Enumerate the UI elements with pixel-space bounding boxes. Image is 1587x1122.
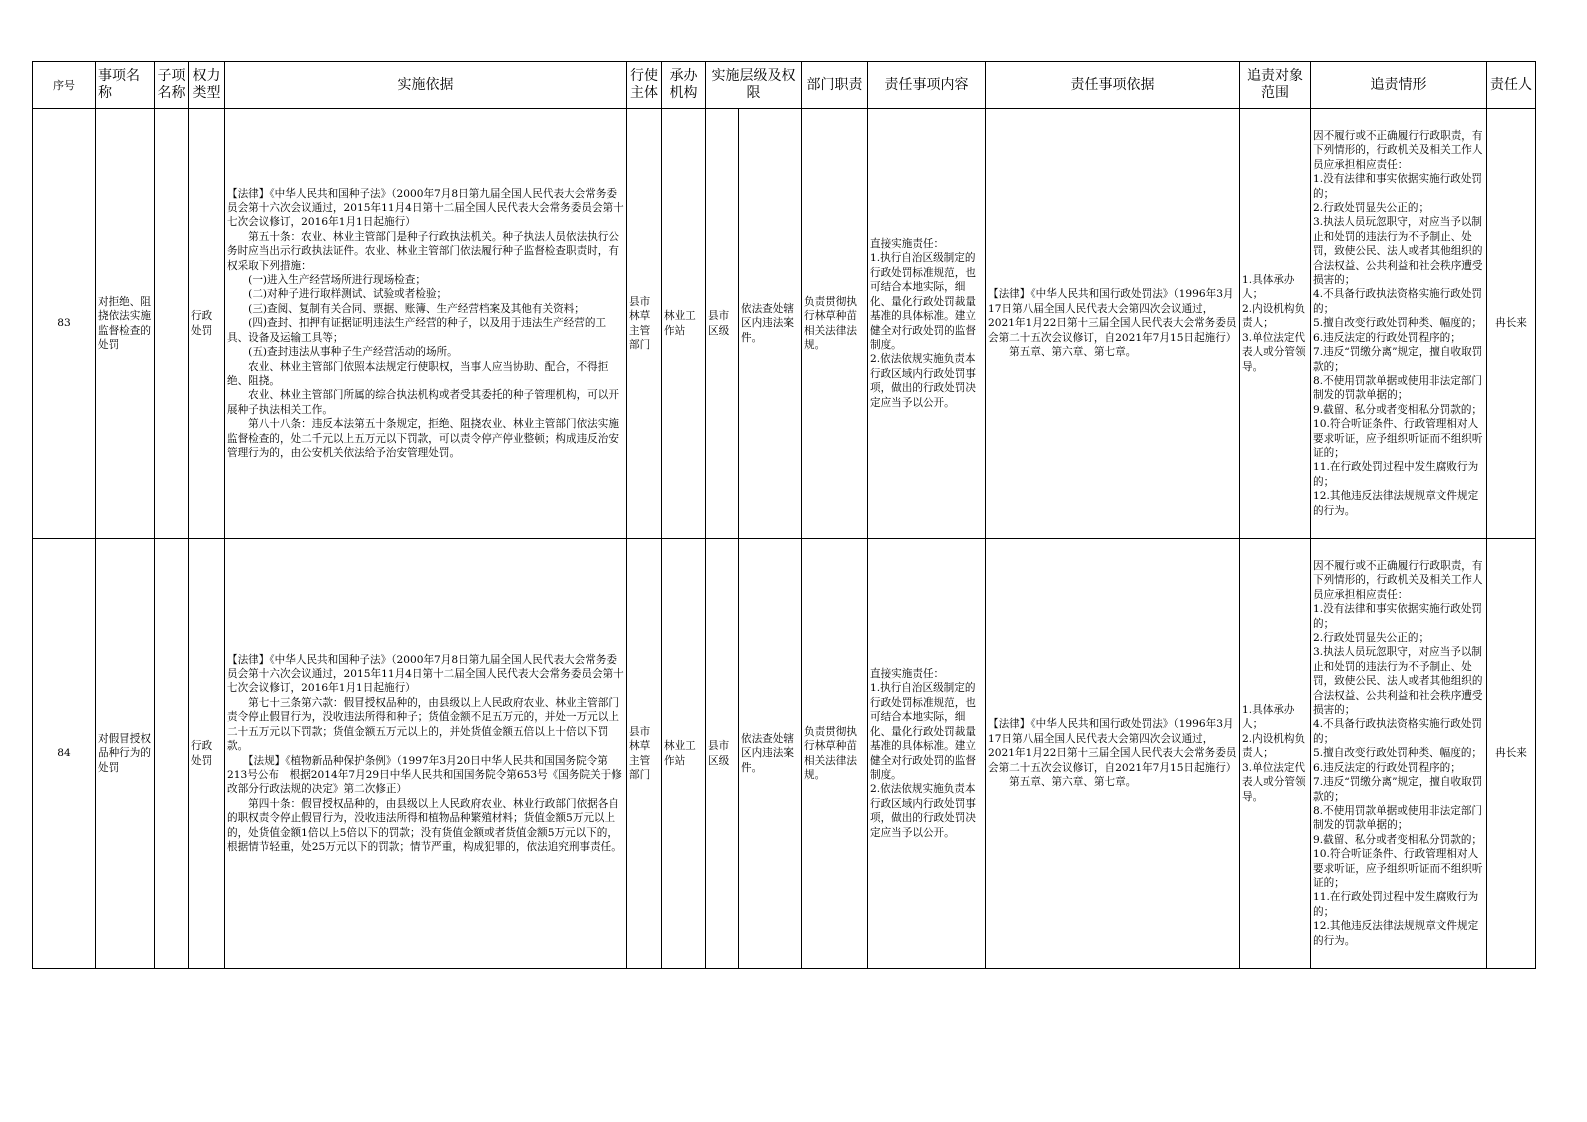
row-item-name: 对拒绝、阻挠依法实施监督检查的处罚 — [96, 109, 155, 539]
row-basis: 【法律】《中华人民共和国种子法》（2000年7月8日第九届全国人民代表大会常务委员会第十六次会议通过，2015年11月4日第十二届全国人民代表大会常务委员会第十七次会议修订，2016年1月1日起施行） 第五十条：农业、林业主管部门是种子行政执法机关。种子执法人员依法执行公务时应当出示行政执法证件。农业、林业主管部门依法履行种子监督检查职责时，有权采取下列措施： (一)进入生产经营场所进行现场检查； (二)对种子进行取样测试、试验或者检验； (三)查阅、复制有关合同、票据、账簿、生产经营档案及其他有关资料； (四)查封、扣押有证据证明违法生产经营的种子，以及用于违法生产经营的工具、设备及运输工具等； (五)查封违法从事种子生产经营活动的场所。 农业、林业主管部门依照本法规定行使职权，当事人应当协助、配合，不得拒绝、阻挠。 农业、林业主管部门所属的综合执法机构或者受其委托的种子管理机构，可以开展种子执法相关工作。 第八十八条：违反本法第五十条规定，拒绝、阻挠农业、林业主管部门依法实施监督检查的，处二千元以上五万元以下罚款，可以责令停产停业整顿；构成违反治安管理行为的，由公安机关依法给予治安管理处罚。 — [225, 109, 627, 539]
table-row — [33, 109, 1536, 539]
row-org: 林业工作站 — [662, 539, 706, 969]
row-level-desc: 依法查处辖区内违法案件。 — [739, 109, 802, 539]
header-level: 实施层级及权限 — [706, 62, 802, 109]
header-accountable: 追责对象范围 — [1240, 62, 1311, 109]
header-circumstance: 追责情形 — [1311, 62, 1487, 109]
row-duty: 负责贯彻执行林草种苗相关法律法规。 — [802, 109, 868, 539]
row-duty: 负责贯彻执行林草种苗相关法律法规。 — [802, 539, 868, 969]
header-basis: 实施依据 — [225, 62, 627, 109]
row-resp-content: 直接实施责任： 1.执行自治区级制定的行政处罚标准规范，也可结合本地实际，细化、量化行政处罚裁量基准的具体标准。建立健全对行政处罚的监督制度。 2.依法依规实施负责本行政区域内行政处罚事项，做出的行政处罚决定应当予以公开。 — [868, 539, 986, 969]
table-row — [33, 539, 1536, 969]
row-seq: 83 — [33, 109, 96, 539]
row-level: 县市区级 — [706, 109, 739, 539]
header-seq: 序号 — [33, 62, 96, 109]
row-person: 冉长来 — [1487, 109, 1536, 539]
row-level: 县市区级 — [706, 539, 739, 969]
header-duty: 部门职责 — [802, 62, 868, 109]
row-level-desc: 依法查处辖区内违法案件。 — [739, 539, 802, 969]
row-subject: 县市林草主管部门 — [627, 539, 662, 969]
row-circumstance: 因不履行或不正确履行行政职责，有下列情形的，行政机关及相关工作人员应承担相应责任： 1.没有法律和事实依据实施行政处罚的； 2.行政处罚显失公正的； 3.执法人员玩忽职守，对应当予以制止和处罚的违法行为不予制止、处罚，致使公民、法人或者其他组织的合法权益、公共利益和社会秩序遭受损害的； 4.不具备行政执法资格实施行政处罚的； 5.擅自改变行政处罚种类、幅度的； 6.违反法定的行政处罚程序的； 7.违反“罚缴分离”规定，擅自收取罚款的； 8.不使用罚款单据或使用非法定部门制发的罚款单据的； 9.截留、私分或者变相私分罚款的； 10.符合听证条件、行政管理相对人要求听证，应予组织听证而不组织听证的； 11.在行政处罚过程中发生腐败行为的； 12.其他违反法律法规规章文件规定的行为。 — [1311, 539, 1487, 969]
header-person: 责任人 — [1487, 62, 1536, 109]
header-sub-item: 子项名称 — [155, 62, 189, 109]
header-row — [33, 62, 1536, 109]
power-list-table — [32, 61, 1536, 969]
row-power-type: 行政处罚 — [189, 539, 225, 969]
row-basis: 【法律】《中华人民共和国种子法》（2000年7月8日第九届全国人民代表大会常务委员会第十六次会议通过，2015年11月4日第十二届全国人民代表大会常务委员会第十七次会议修订，2016年1月1日起施行） 第七十三条第六款：假冒授权品种的，由县级以上人民政府农业、林业主管部门责令停止假冒行为，没收违法所得和种子；货值金额不足五万元的，并处一万元以上二十五万元以下罚款；货值金额五万元以上的，并处货值金额五倍以上十倍以下罚款。 【法规】《植物新品种保护条例》（1997年3月20日中华人民共和国国务院令第213号公布 根据2014年7月29日中华人民共和国国务院令第653号《国务院关于修改部分行政法规的决定》第二次修正） 第四十条：假冒授权品种的，由县级以上人民政府农业、林业行政部门依据各自的职权责令停止假冒行为，没收违法所得和植物品种繁殖材料；货值金额5万元以上的，处货值金额1倍以上5倍以下的罚款；没有货值金额或者货值金额5万元以下的，根据情节轻重，处25万元以下的罚款；情节严重，构成犯罪的，依法追究刑事责任。 — [225, 539, 627, 969]
row-circumstance: 因不履行或不正确履行行政职责，有下列情形的，行政机关及相关工作人员应承担相应责任： 1.没有法律和事实依据实施行政处罚的； 2.行政处罚显失公正的； 3.执法人员玩忽职守，对应当予以制止和处罚的违法行为不予制止、处罚，致使公民、法人或者其他组织的合法权益、公共利益和社会秩序遭受损害的； 4.不具备行政执法资格实施行政处罚的； 5.擅自改变行政处罚种类、幅度的； 6.违反法定的行政处罚程序的； 7.违反“罚缴分离”规定，擅自收取罚款的； 8.不使用罚款单据或使用非法定部门制发的罚款单据的； 9.截留、私分或者变相私分罚款的； 10.符合听证条件、行政管理相对人要求听证，应予组织听证而不组织听证的； 11.在行政处罚过程中发生腐败行为的； 12.其他违反法律法规规章文件规定的行为。 — [1311, 109, 1487, 539]
header-org: 承办机构 — [662, 62, 706, 109]
row-item-name: 对假冒授权品种行为的处罚 — [96, 539, 155, 969]
row-sub-item — [155, 109, 189, 539]
row-org: 林业工作站 — [662, 109, 706, 539]
row-power-type: 行政处罚 — [189, 109, 225, 539]
row-seq: 84 — [33, 539, 96, 969]
header-resp-basis: 责任事项依据 — [986, 62, 1240, 109]
header-subject: 行使主体 — [627, 62, 662, 109]
row-resp-basis: 【法律】《中华人民共和国行政处罚法》（1996年3月17日第八届全国人民代表大会第四次会议通过，2021年1月22日第十三届全国人民代表大会常务委员会第二十五次会议修订，自2021年7月15日起施行） 第五章、第六章、第七章。 — [986, 539, 1240, 969]
row-subject: 县市林草主管部门 — [627, 109, 662, 539]
header-power-type: 权力类型 — [189, 62, 225, 109]
header-item-name: 事项名称 — [96, 62, 155, 109]
row-accountable: 1.具体承办人； 2.内设机构负责人； 3.单位法定代表人或分管领导。 — [1240, 109, 1311, 539]
row-resp-basis: 【法律】《中华人民共和国行政处罚法》（1996年3月17日第八届全国人民代表大会第四次会议通过，2021年1月22日第十三届全国人民代表大会常务委员会第二十五次会议修订，自2021年7月15日起施行） 第五章、第六章、第七章。 — [986, 109, 1240, 539]
row-sub-item — [155, 539, 189, 969]
row-accountable: 1.具体承办人； 2.内设机构负责人； 3.单位法定代表人或分管领导。 — [1240, 539, 1311, 969]
row-person: 冉长来 — [1487, 539, 1536, 969]
header-resp-content: 责任事项内容 — [868, 62, 986, 109]
row-resp-content: 直接实施责任： 1.执行自治区级制定的行政处罚标准规范，也可结合本地实际，细化、量化行政处罚裁量基准的具体标准。建立健全对行政处罚的监督制度。 2.依法依规实施负责本行政区域内行政处罚事项，做出的行政处罚决定应当予以公开。 — [868, 109, 986, 539]
